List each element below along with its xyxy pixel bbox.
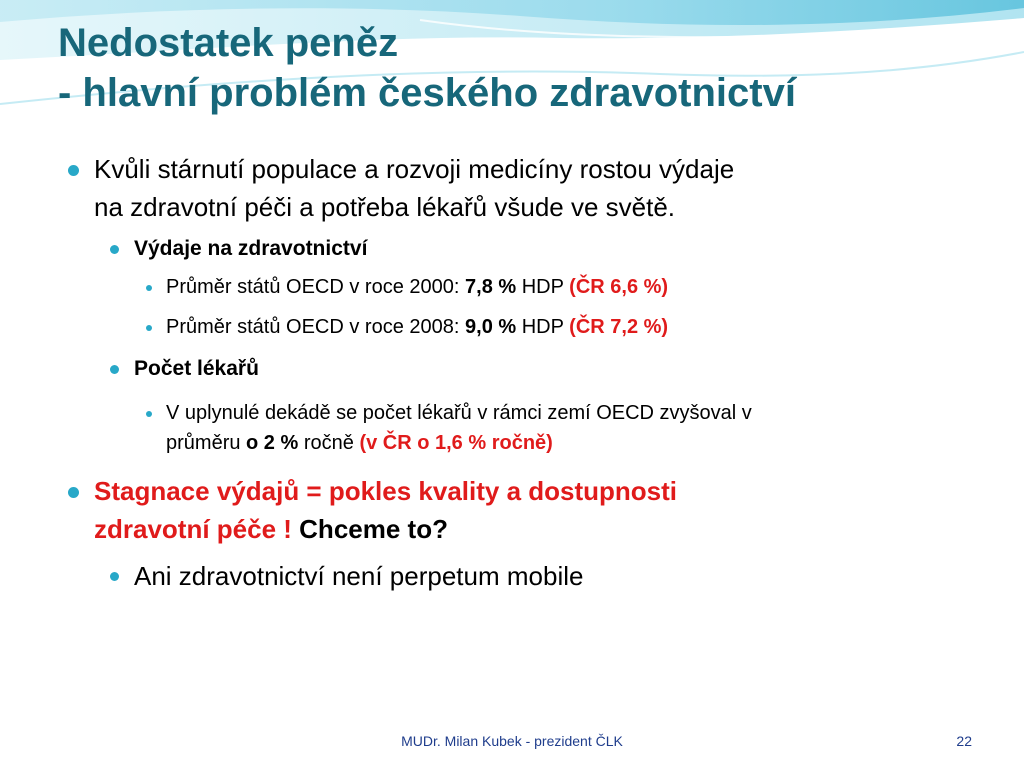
sub-bullet-label: Ani zdravotnictví není perpetum mobile bbox=[134, 561, 584, 591]
doctors-growth-value: o 2 % bbox=[246, 432, 299, 454]
stagnation-question: Chceme to? bbox=[299, 514, 448, 544]
bullet-dot-icon bbox=[68, 165, 79, 176]
title-line-2: - hlavní problém českého zdravotnictví bbox=[58, 71, 796, 115]
bullet-dot-icon bbox=[146, 325, 152, 331]
doctors-growth-line-2 bbox=[166, 428, 966, 458]
footer-author: MUDr. Milan Kubek - prezident ČLK bbox=[401, 733, 623, 749]
slide-title bbox=[58, 18, 1008, 118]
bullet-text-line-1: Kvůli stárnutí populace a rozvoji medicíny rostou výdaje bbox=[94, 154, 735, 184]
sub-bullet-perpetum bbox=[66, 558, 966, 594]
bullet-dot-icon bbox=[110, 365, 119, 374]
bullet-dot-icon bbox=[68, 487, 79, 498]
oecd-2000-value: 7,8 % bbox=[465, 276, 517, 298]
bullet-dot-icon bbox=[146, 285, 152, 291]
oecd-2000-unit: HDP bbox=[516, 276, 570, 298]
bullet-dot-icon bbox=[110, 245, 119, 254]
sub-bullet-label: Výdaje na zdravotnictví bbox=[134, 237, 368, 260]
sub-bullet-label: Počet lékařů bbox=[134, 357, 259, 380]
oecd-2008-prefix: Průměr států OECD v roce 2008: bbox=[166, 316, 466, 338]
bullet-dot-icon bbox=[110, 572, 119, 581]
stagnation-line-1: Stagnace výdajů = pokles kvality a dostupnosti bbox=[94, 476, 678, 506]
bullet-text-line-2: na zdravotní péči a potřeba lékařů všude ve světě. bbox=[94, 192, 676, 222]
stagnation-line-2 bbox=[94, 510, 966, 548]
doctors-growth-mid: ročně bbox=[298, 432, 360, 454]
doctors-growth-item bbox=[66, 398, 966, 458]
slide-content bbox=[66, 150, 966, 594]
bullet-stagnation bbox=[66, 472, 966, 548]
oecd-2008-cr: (ČR 7,2 %) bbox=[569, 316, 669, 338]
bullet-aging bbox=[66, 150, 966, 226]
doctors-growth-cr: (v ČR o 1,6 % ročně) bbox=[359, 432, 553, 454]
oecd-2000-item bbox=[66, 272, 966, 302]
doctors-growth-line-1: V uplynulé dekádě se počet lékařů v rámci zemí OECD zvyšoval v bbox=[166, 402, 752, 424]
oecd-2008-item bbox=[66, 312, 966, 342]
bullet-dot-icon bbox=[146, 411, 152, 417]
page-number: 22 bbox=[956, 733, 972, 749]
stagnation-red-text: zdravotní péče ! bbox=[94, 514, 300, 544]
title-line-1: Nedostatek peněz bbox=[58, 21, 399, 65]
sub-bullet-spending bbox=[66, 234, 966, 264]
oecd-2000-cr: (ČR 6,6 %) bbox=[569, 276, 669, 298]
oecd-2008-value: 9,0 % bbox=[465, 316, 517, 338]
oecd-2000-prefix: Průměr států OECD v roce 2000: bbox=[166, 276, 466, 298]
oecd-2008-unit: HDP bbox=[516, 316, 570, 338]
sub-bullet-doctors bbox=[66, 354, 966, 384]
doctors-growth-prefix: průměru bbox=[166, 432, 247, 454]
